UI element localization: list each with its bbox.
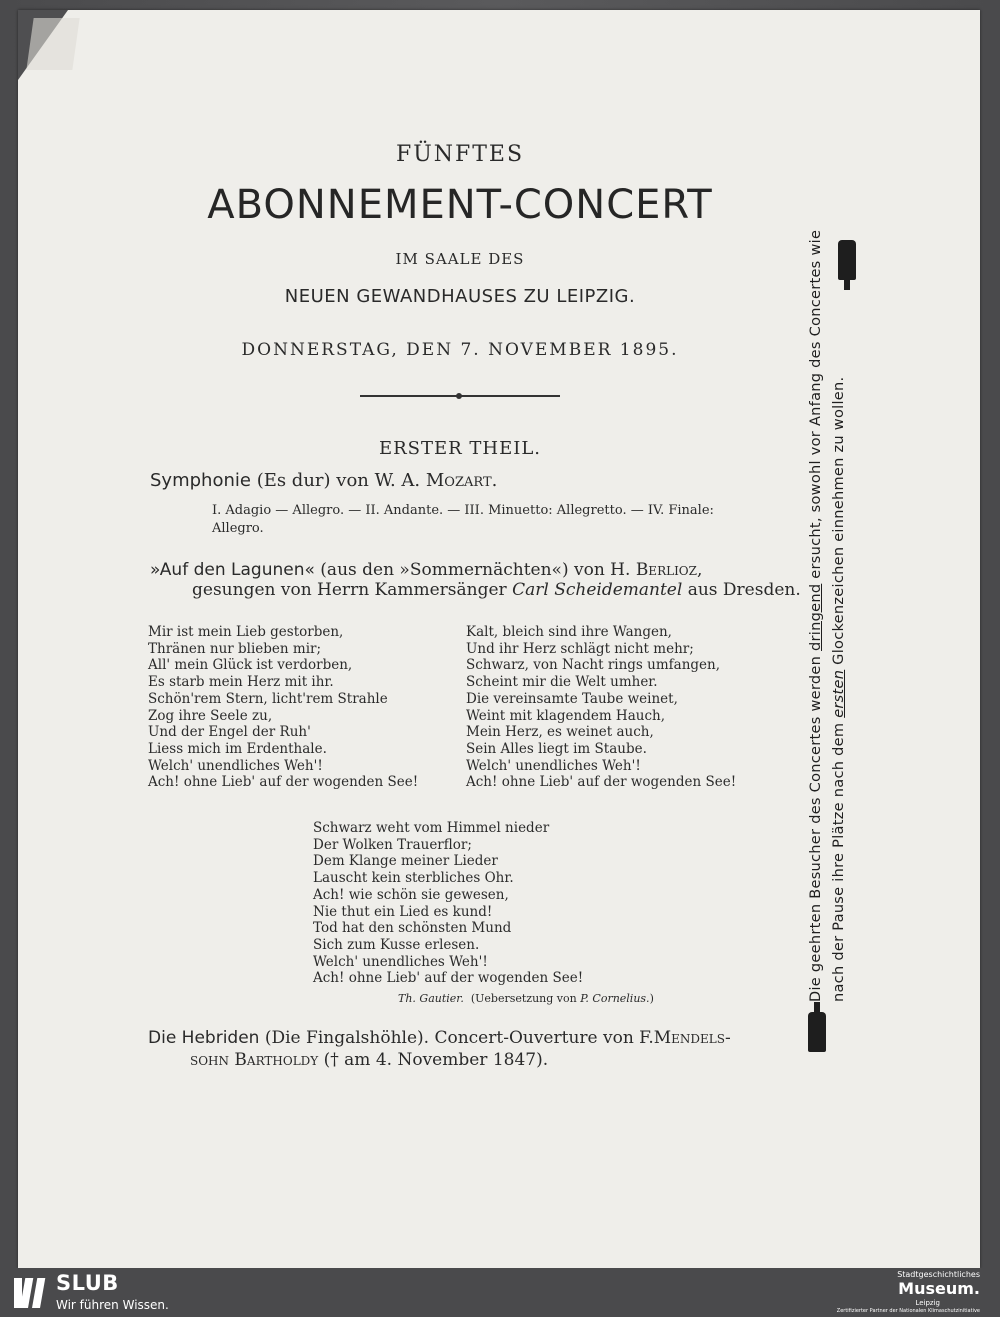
lagunen-line <box>150 560 702 580</box>
museum-label[interactable]: Museum. <box>898 1279 980 1298</box>
poem-line: Ach! ohne Lieb' auf der wogenden See! <box>148 774 419 791</box>
lagunen-composer: Berlioz, <box>635 560 703 580</box>
poem-line: Sein Alles liegt im Staube. <box>466 740 647 757</box>
slub-name[interactable]: SLUB <box>56 1271 119 1295</box>
poem-line: Thränen nur blieben mir; <box>148 640 322 657</box>
hebriden-death-note: († am 4. November 1847). <box>323 1050 549 1070</box>
lagunen-singer: Carl Scheidemantel <box>512 580 683 600</box>
poem-line: Welch' unendliches Weh'! <box>313 953 488 970</box>
symphony-key: (Es dur) <box>256 470 331 491</box>
hebriden-line <box>148 1028 731 1048</box>
heading-ordinal: FÜNFTES <box>395 142 525 167</box>
poem-line: Tod hat den schönsten Mund <box>313 920 512 937</box>
footer-bar <box>0 1268 1000 1317</box>
poem-line: Liess mich im Erdenthale. <box>148 740 327 757</box>
symphony-name: Symphonie <box>150 470 251 491</box>
poem-line: Lauscht kein sterbliches Ohr. <box>313 870 514 887</box>
poem-line: Nie thut ein Lied es kund! <box>313 903 493 920</box>
side-notice-text: nach der Pause ihre Plätze nach dem <box>831 722 847 1002</box>
lagunen-sung-by: gesungen von Herrn Kammersänger <box>192 580 507 600</box>
poem-line: Welch' unendliches Weh'! <box>466 757 641 774</box>
symphony-by: von W. A. <box>336 470 421 491</box>
poem-translator: P. Cornelius. <box>580 992 650 1005</box>
poem-line: Welch' unendliches Weh'! <box>148 757 323 774</box>
poem-line: Dem Klange meiner Lieder <box>313 853 498 870</box>
concert-date: DONNERSTAG, DEN 7. NOVEMBER 1895. <box>241 340 679 360</box>
slub-logo-icon[interactable] <box>12 1274 52 1312</box>
poem-line: Ach! ohne Lieb' auf der wogenden See! <box>466 774 737 791</box>
symphony-movements: I. Adagio — Allegro. — II. Andante. — III. Minuetto: Allegretto. — IV. Finale: <box>212 503 714 518</box>
poem-credit <box>398 992 654 1005</box>
poem-line: Weint mit klagendem Hauch, <box>466 707 665 724</box>
side-notice-text: ersucht, sowohl vor Anfang des Concertes wie <box>808 229 824 579</box>
poem-line: Scheint mir die Welt umher. <box>466 674 658 691</box>
hebriden-line-2 <box>190 1050 548 1070</box>
poem-line: Kalt, bleich sind ihre Wangen, <box>466 624 672 640</box>
poem-author: Th. Gautier. <box>398 992 464 1005</box>
heading-venue: NEUEN GEWANDHAUSES ZU LEIPZIG. <box>284 286 636 307</box>
poem-line: Schwarz weht vom Himmel nieder <box>313 820 550 836</box>
lagunen-from: (aus den »Sommernächten«) von H. <box>320 560 631 580</box>
poem-line: Der Wolken Trauerflor; <box>313 836 472 853</box>
lagunen-singer-line <box>192 580 801 600</box>
heading-title: ABONNEMENT-CONCERT <box>207 182 713 228</box>
symphony-movements-cont: Allegro. <box>212 521 264 536</box>
museum-certification: Zertifizierter Partner der Nationalen Klimaschutzinitiative <box>836 1308 980 1314</box>
poem-translation-prefix: (Uebersetzung von <box>470 992 577 1005</box>
poem-line: Zog ihre Seele zu, <box>148 707 273 724</box>
hebriden-composer-part2: sohn Bartholdy <box>190 1050 319 1070</box>
poem-line: Mein Herz, es weinet auch, <box>466 724 654 741</box>
pointing-hand-icon <box>838 240 856 280</box>
dog-ear-fold <box>26 18 79 70</box>
poem-line: Mir ist mein Lieb gestorben, <box>148 624 344 640</box>
poem-stanza-1 <box>148 624 418 791</box>
hebriden-composer-part1: Mendels- <box>653 1028 731 1048</box>
heading-venue-prefix: IM SAALE DES <box>395 250 525 268</box>
poem-stanza-3 <box>313 820 583 987</box>
side-notice-emphasis: dringend <box>808 583 824 651</box>
poem-line: Die vereinsamte Taube weinet, <box>466 690 678 707</box>
symphony-composer: Mozart. <box>425 470 498 491</box>
lagunen-title: »Auf den Lagunen« <box>150 560 315 580</box>
poem-translation-suffix: ) <box>649 992 654 1005</box>
poem-line: Schwarz, von Nacht rings umfangen, <box>466 657 721 674</box>
poem-stanza-2 <box>466 624 736 791</box>
part-title: ERSTER THEIL. <box>378 438 542 459</box>
lagunen-origin: aus Dresden. <box>687 580 801 600</box>
hebriden-subtitle: (Die Fingalshöhle). <box>264 1028 430 1048</box>
side-notice-text: Glockenzeichen einnehmen zu wollen. <box>831 376 847 665</box>
poem-line: Ach! wie schön sie gewesen, <box>313 886 509 903</box>
side-notice-emphasis: ersten <box>831 669 847 718</box>
poem-line: Sich zum Kusse erlesen. <box>313 936 480 953</box>
poem-line: Es starb mein Herz mit ihr. <box>148 674 334 691</box>
side-notice-line-1 <box>805 152 828 1002</box>
ornamental-divider <box>360 395 560 397</box>
poem-line: Schön'rem Stern, licht'rem Strahle <box>148 690 388 707</box>
side-notice-text: Die geehrten Besucher des Concertes werden <box>808 655 824 1002</box>
poem-line: Ach! ohne Lieb' auf der wogenden See! <box>313 970 584 987</box>
museum-city: Leipzig <box>915 1299 940 1307</box>
hebriden-description: Concert-Ouverture von F. <box>434 1028 654 1048</box>
symphony-line <box>150 470 497 491</box>
poem-line: Und ihr Herz schlägt nicht mehr; <box>466 640 694 657</box>
poem-line: All' mein Glück ist verdorben, <box>148 657 353 674</box>
pointing-hand-icon <box>808 1012 826 1052</box>
slub-tagline: Wir führen Wissen. <box>56 1298 169 1312</box>
hebriden-title: Die Hebriden <box>148 1028 260 1048</box>
museum-label-small: Stadtgeschichtliches <box>897 1270 980 1279</box>
poem-line: Und der Engel der Ruh' <box>148 724 311 741</box>
